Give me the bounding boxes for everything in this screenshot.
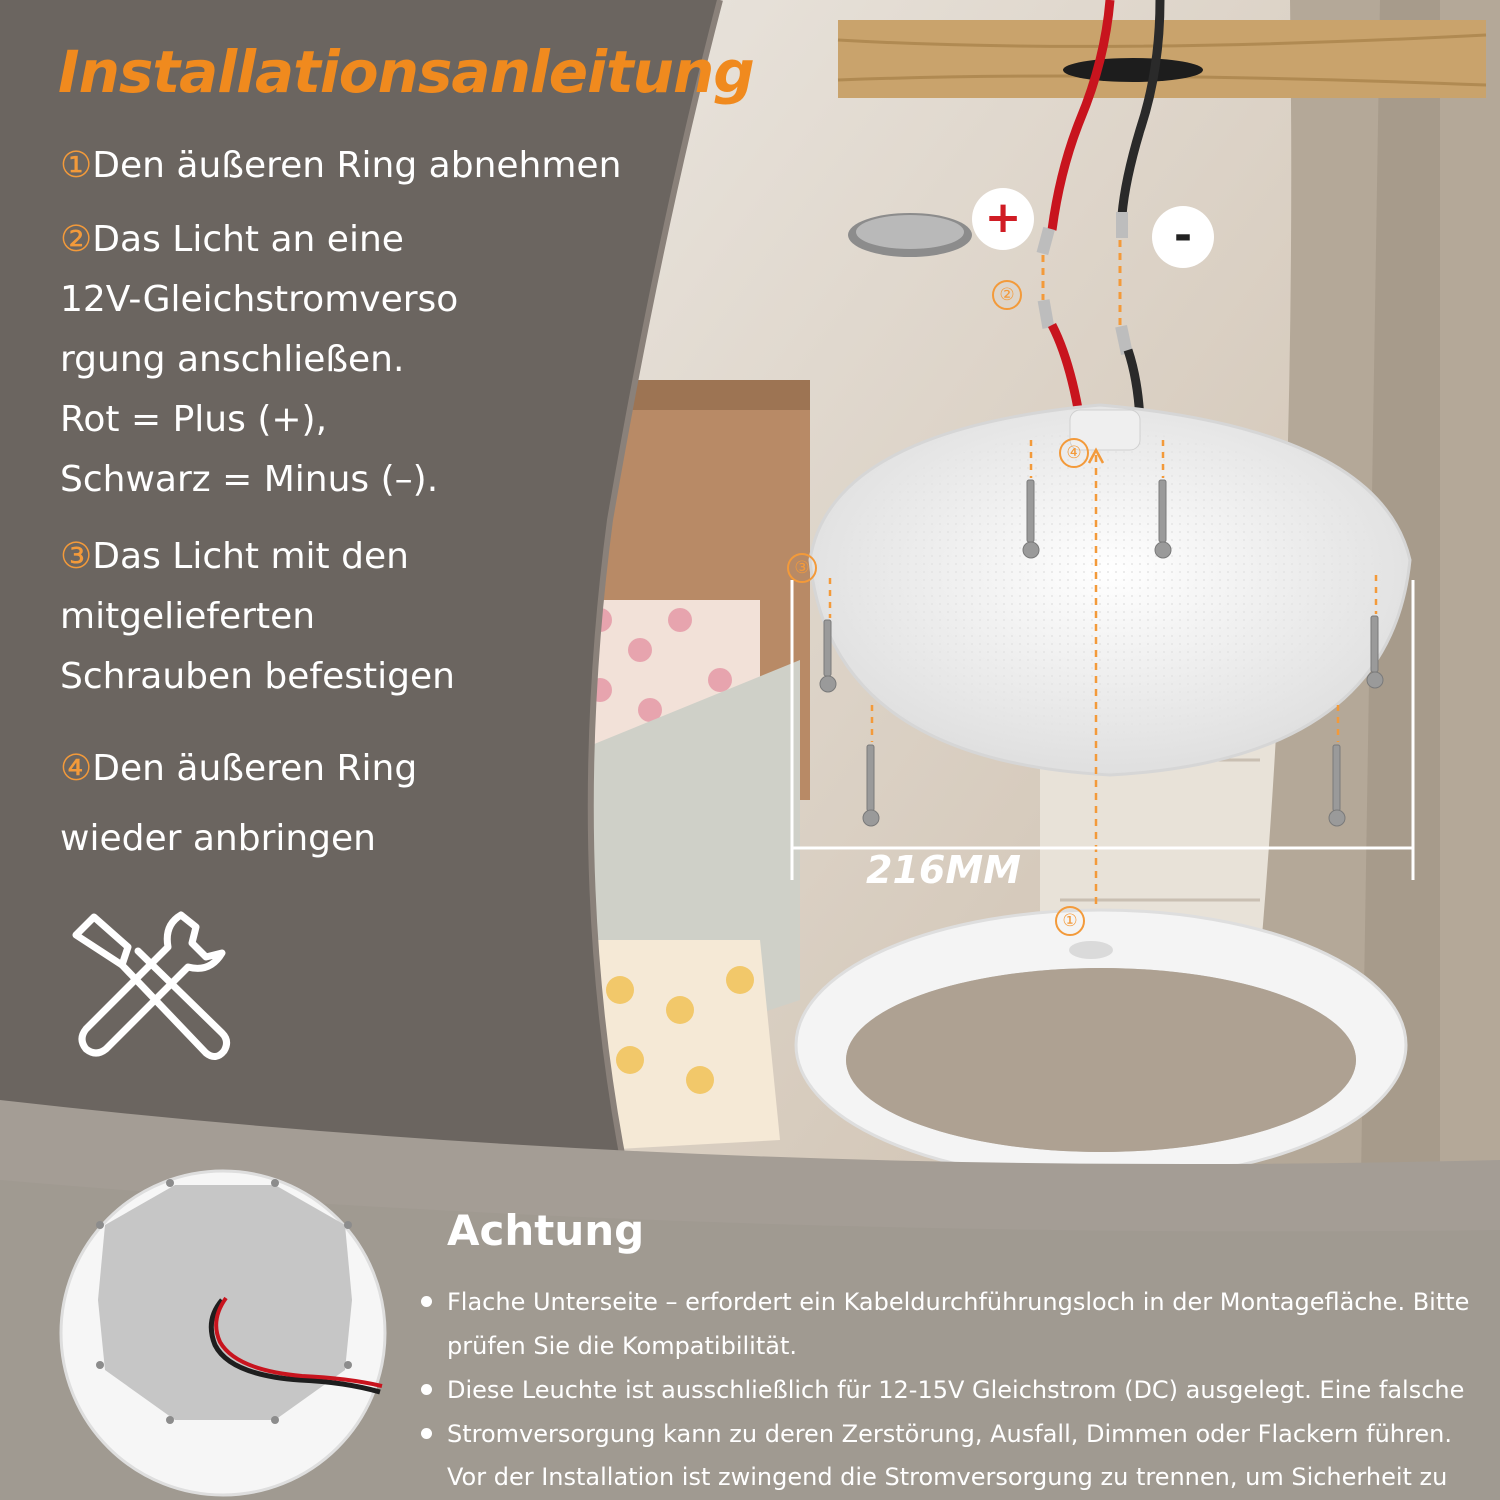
step-3 — [60, 527, 455, 707]
step-1 — [60, 136, 621, 196]
step-2-line-5: Schwarz = Minus (–). — [60, 459, 439, 500]
plus-icon: + — [972, 188, 1034, 250]
step-4 — [60, 734, 417, 874]
marker-2: ② — [992, 280, 1022, 310]
step-2-line-1: Das Licht an eine — [92, 219, 404, 260]
step-2-line-4: Rot = Plus (+), — [60, 399, 328, 440]
step-3-line-2: mitgelieferten — [60, 596, 316, 637]
note-line-5: Vor der Installation ist zwingend die Stromversorgung zu trennen, um Sicherheit zu — [447, 1463, 1448, 1491]
bullet-dot — [421, 1428, 432, 1439]
marker-4: ④ — [1059, 438, 1089, 468]
step-4-number: ④ — [60, 748, 93, 789]
page-title: Installationsanleitung — [58, 38, 754, 106]
step-3-line-1: Das Licht mit den — [92, 536, 409, 577]
step-2-line-2: 12V-Gleichstromverso — [60, 279, 459, 320]
step-2-line-3: rgung anschließen. — [60, 339, 405, 380]
step-4-line-2: wieder anbringen — [60, 818, 377, 859]
step-3-line-3: Schrauben befestigen — [60, 656, 455, 697]
note-line-1: Flache Unterseite – erfordert ein Kabeldurchführungsloch in der Montagefläche. Bitte — [447, 1288, 1470, 1316]
marker-1: ① — [1055, 906, 1085, 936]
step-4-line-1: Den äußeren Ring — [92, 748, 418, 789]
minus-icon: - — [1152, 206, 1214, 268]
outer-ring — [796, 910, 1406, 1180]
note-heading: Achtung — [447, 1206, 645, 1255]
note-line-4: Stromversorgung kann zu deren Zerstörung, Ausfall, Dimmen oder Flackern führen. — [447, 1420, 1452, 1448]
bullet-dot — [421, 1296, 432, 1307]
step-2 — [60, 210, 458, 510]
note-line-3: Diese Leuchte ist ausschließlich für 12-15V Gleichstrom (DC) ausgelegt. Eine falsche — [447, 1376, 1465, 1404]
step-1-number: ① — [60, 145, 93, 186]
marker-3: ③ — [787, 553, 817, 583]
bullet-dot — [421, 1384, 432, 1395]
step-2-number: ② — [60, 219, 93, 260]
step-1-line-1: Den äußeren Ring abnehmen — [92, 145, 622, 186]
back-plate-photo — [61, 1171, 385, 1495]
note-line-2: prüfen Sie die Kompatibilität. — [447, 1332, 797, 1360]
dimension-label: 216MM — [866, 848, 1021, 892]
tools-icon — [66, 905, 236, 1070]
step-3-number: ③ — [60, 536, 93, 577]
